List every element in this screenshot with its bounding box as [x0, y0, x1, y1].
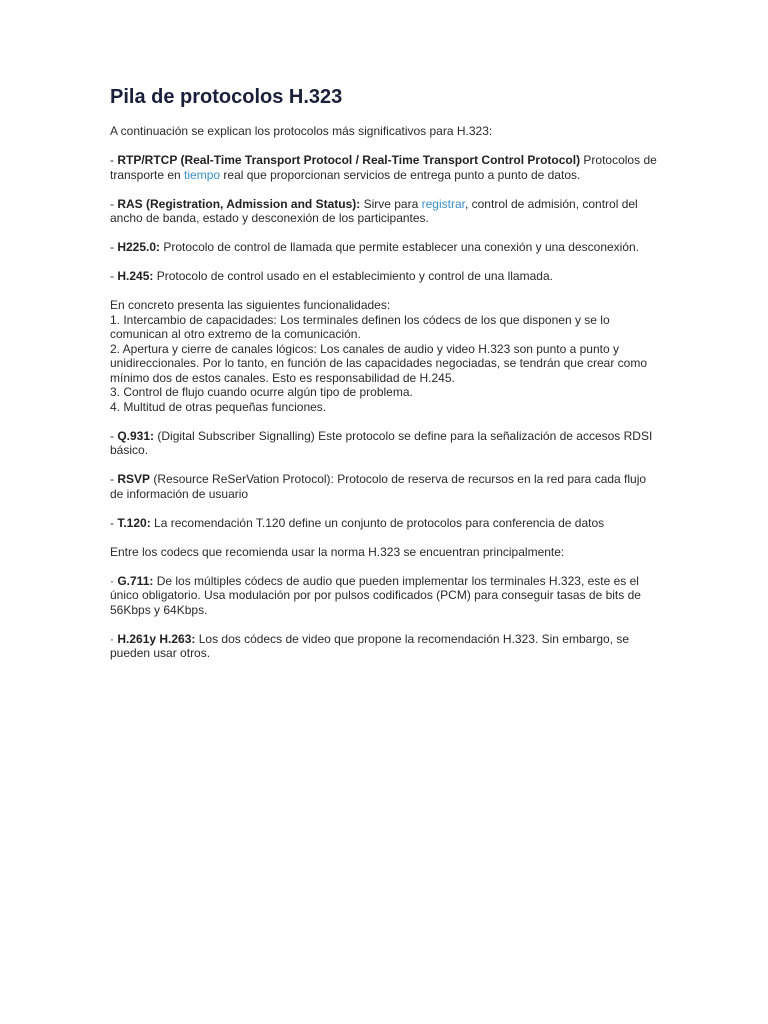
bullet-dash: -: [110, 269, 118, 283]
rsvp-text: (Resource ReSerVation Protocol): Protocolo de reserva de recursos en la red para cada flujo de información de usuario: [110, 472, 647, 501]
g711-term: G.711:: [117, 573, 154, 588]
bullet-dash: -: [110, 428, 118, 443]
list-item: 2. Apertura y cierre de canales lógicos: Los canales de audio y video H.323 son punto a punto y unidireccionales. Por lo tanto, en función de las capacidades negociadas, se tendrán que crear como mínimo dos de estos canales. Esto es responsabilidad de H.245.: [110, 341, 648, 385]
codecs-intro-paragraph: Entre los codecs que recomienda usar la norma H.323 se encuentran principalmente:: [110, 544, 565, 559]
rtp-text-2: real que proporcionan servicios de entrega punto a punto de datos.: [220, 167, 581, 182]
h245-text: Protocolo de control usado en el establecimiento y control de una llamada.: [153, 269, 553, 283]
list-item: 1. Intercambio de capacidades: Los terminales definen los códecs de los que disponen y se lo comunican al otro extremo de la comunicación.: [110, 312, 610, 341]
h225-term: H225.0:: [117, 240, 161, 254]
t120-paragraph: [110, 516, 658, 531]
document-body: [110, 124, 658, 661]
intro-paragraph: A continuación se explican los protocolos más significativos para H.323:: [110, 124, 493, 138]
registrar-link[interactable]: registrar: [421, 196, 465, 211]
list-item: 4. Multitud de otras pequeñas funciones.: [110, 399, 327, 414]
bullet-dash: -: [110, 196, 118, 211]
bullet-dot: ·: [110, 573, 118, 588]
t120-text: La recomendación T.120 define un conjunto de protocolos para conferencia de datos: [150, 515, 605, 530]
q931-text: (Digital Subscriber Signalling) Este protocolo se define para la señalización de accesos RDSI básico.: [110, 428, 653, 457]
bullet-dot: ·: [110, 631, 118, 646]
bullet-dash: -: [110, 153, 118, 167]
tiempo-link[interactable]: tiempo: [184, 167, 221, 182]
functions-list: [110, 298, 658, 414]
rsvp-paragraph: [110, 472, 658, 501]
rtp-text-1: Protocolos de transporte en: [110, 153, 657, 182]
rsvp-term: RSVP: [117, 472, 151, 486]
h261-text: Los dos códecs de video que propone la recomendación H.323. Sin embargo, se pueden usar otros.: [110, 631, 630, 660]
bullet-dash: -: [110, 240, 118, 254]
h261-paragraph: [110, 632, 658, 661]
h245-term: H.245:: [117, 269, 154, 283]
bullet-dash: -: [110, 472, 118, 486]
h245-paragraph: [110, 269, 658, 284]
ras-paragraph: [110, 197, 658, 226]
h261-term: H.261y H.263:: [117, 631, 196, 646]
h225-paragraph: [110, 240, 658, 255]
document-page: [110, 84, 658, 675]
q931-term: Q.931:: [117, 428, 155, 443]
t120-term: T.120:: [117, 515, 151, 530]
q931-paragraph: [110, 429, 658, 458]
h225-text: Protocolo de control de llamada que permite establecer una conexión y una desconexión.: [160, 240, 640, 254]
page-title: Pila de protocolos H.323: [110, 86, 343, 108]
rtp-term: RTP/RTCP (Real-Time Transport Protocol / Real-Time Transport Control Protocol): [117, 153, 581, 167]
rtp-paragraph: [110, 153, 658, 182]
functions-heading: En concreto presenta las siguientes funcionalidades:: [110, 298, 391, 312]
g711-text: De los múltiples códecs de audio que pueden implementar los terminales H.323, este es el único obligatorio. Usa modulación por por pulsos codificados (PCM) para conseguir tasas de bits de 56Kbps y 64Kbps.: [110, 573, 641, 617]
ras-text-1: Sirve para: [360, 196, 422, 211]
g711-paragraph: [110, 574, 658, 618]
list-item: 3. Control de flujo cuando ocurre algún tipo de problema.: [110, 385, 413, 399]
ras-term: RAS (Registration, Admission and Status):: [117, 196, 361, 211]
bullet-dash: -: [110, 515, 118, 530]
ras-text-2: , control de admisión, control del ancho de banda, estado y desconexión de los participantes.: [110, 196, 638, 225]
